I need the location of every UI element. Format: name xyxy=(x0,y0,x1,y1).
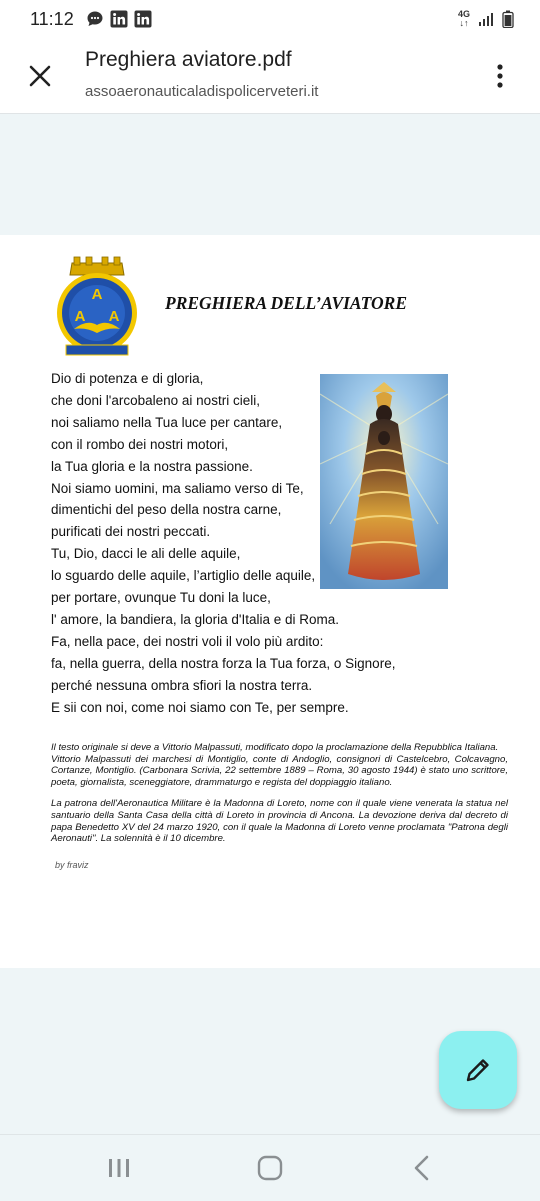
prayer-line: dimentichi del peso della nostra carne, xyxy=(51,502,282,518)
prayer-line: per portare, ovunque Tu doni la luce, xyxy=(51,590,271,606)
prayer-line: purificati dei nostri peccati. xyxy=(51,524,211,540)
logo-letter: A xyxy=(108,308,120,325)
status-time: 11:12 xyxy=(30,9,74,29)
network-4g-label: 4G xyxy=(457,9,470,19)
app-bar xyxy=(0,40,540,114)
pencil-edit-icon xyxy=(464,1056,492,1084)
logo-letter: A xyxy=(91,286,103,303)
more-options-button[interactable] xyxy=(482,58,518,94)
prayer-line: Dio di potenza e di gloria, xyxy=(51,371,204,386)
linkedin-icon xyxy=(110,10,128,28)
document-url: assoaeronauticaladispolicerveteri.it xyxy=(85,83,319,100)
prayer-line: perché nessuna ombra sfiori la nostra terra. xyxy=(51,677,313,693)
more-vert-icon xyxy=(496,64,504,88)
recent-apps-button[interactable] xyxy=(104,1153,134,1183)
prayer-line: l' amore, la bandiera, la gloria d'Italia e di Roma. xyxy=(51,611,340,627)
note-patron-saint: La patrona dell'Aeronautica Militare è la Madonna di Loreto, nome con il quale viene venerata la statua nel santuario della Santa Casa della città di Loreto in provincia di Ancona. La devozione deriva dal decreto di papa Benedetto XV del 24 marzo 1920, con il quale la Madonna di Loreto venne proclamata "Patrona degli Aeronauti". La solennità è il 10 dicembre. xyxy=(51,798,508,845)
battery-icon xyxy=(502,10,514,28)
home-button[interactable] xyxy=(255,1153,285,1183)
document-title: Preghiera aviatore.pdf xyxy=(85,48,292,71)
association-logo xyxy=(52,255,142,361)
system-nav-bar xyxy=(0,1134,540,1201)
recent-apps-icon xyxy=(107,1157,131,1179)
madonna-di-loreto-image xyxy=(320,374,448,589)
prayer-line: Fa, nella pace, dei nostri voli il volo più ardito: xyxy=(51,633,324,649)
note-original-text: Il testo originale si deve a Vittorio Malpassuti, modificato dopo la proclamazione della Repubblica Italiana. xyxy=(51,742,499,753)
prayer-line: la Tua gloria e la nostra passione. xyxy=(51,458,253,474)
note-author-bio: Vittorio Malpassuti dei marchesi di Montiglio, conte di Andoglio, consignori di Castelcebro, Colcavagno, Cortanze, Montiglio. (Carbonara Scrivia, 22 settembre 1889 – Roma, 30 agosto 1944) è stato uno scrittore, poeta, giornalista, sceneggiatore, drammaturgo e regista del doppiaggio italiano. xyxy=(51,753,508,788)
prayer-line: E sii con noi, come noi siamo con Te, per sempre. xyxy=(51,699,349,715)
prayer-title: PREGHIERA DELL’AVIATORE xyxy=(165,293,407,313)
linkedin-icon xyxy=(134,10,152,28)
status-bar xyxy=(0,0,540,40)
pdf-page xyxy=(0,235,540,968)
prayer-line: Tu, Dio, dacci le ali delle aquile, xyxy=(51,546,241,562)
prayer-line: con il rombo dei nostri motori, xyxy=(51,436,229,452)
prayer-line: fa, nella guerra, della nostra forza la Tua forza, o Signore, xyxy=(51,655,396,671)
signal-icon xyxy=(478,11,494,27)
logo-letter: A xyxy=(74,308,86,325)
back-icon xyxy=(412,1155,432,1181)
system-icons xyxy=(458,10,514,28)
document-notes xyxy=(51,742,508,845)
prayer-line: noi saliamo nella Tua luce per cantare, xyxy=(51,414,283,430)
prayer-line: Noi siamo uomini, ma saliamo verso di Te, xyxy=(51,480,304,496)
byline: by fraviz xyxy=(55,860,89,870)
notification-icons xyxy=(86,10,152,28)
prayer-line: che doni l'arcobaleno ai nostri cieli, xyxy=(51,392,260,408)
network-4g-icon: 4G ↓↑ xyxy=(457,9,470,28)
close-icon xyxy=(29,65,51,87)
back-button[interactable] xyxy=(407,1153,437,1183)
prayer-line: lo sguardo delle aquile, l’artiglio delle aquile, xyxy=(51,568,316,584)
chat-bubble-icon xyxy=(86,10,104,28)
edit-fab-button[interactable] xyxy=(439,1031,517,1109)
close-button[interactable] xyxy=(22,58,58,94)
home-icon xyxy=(257,1155,283,1181)
